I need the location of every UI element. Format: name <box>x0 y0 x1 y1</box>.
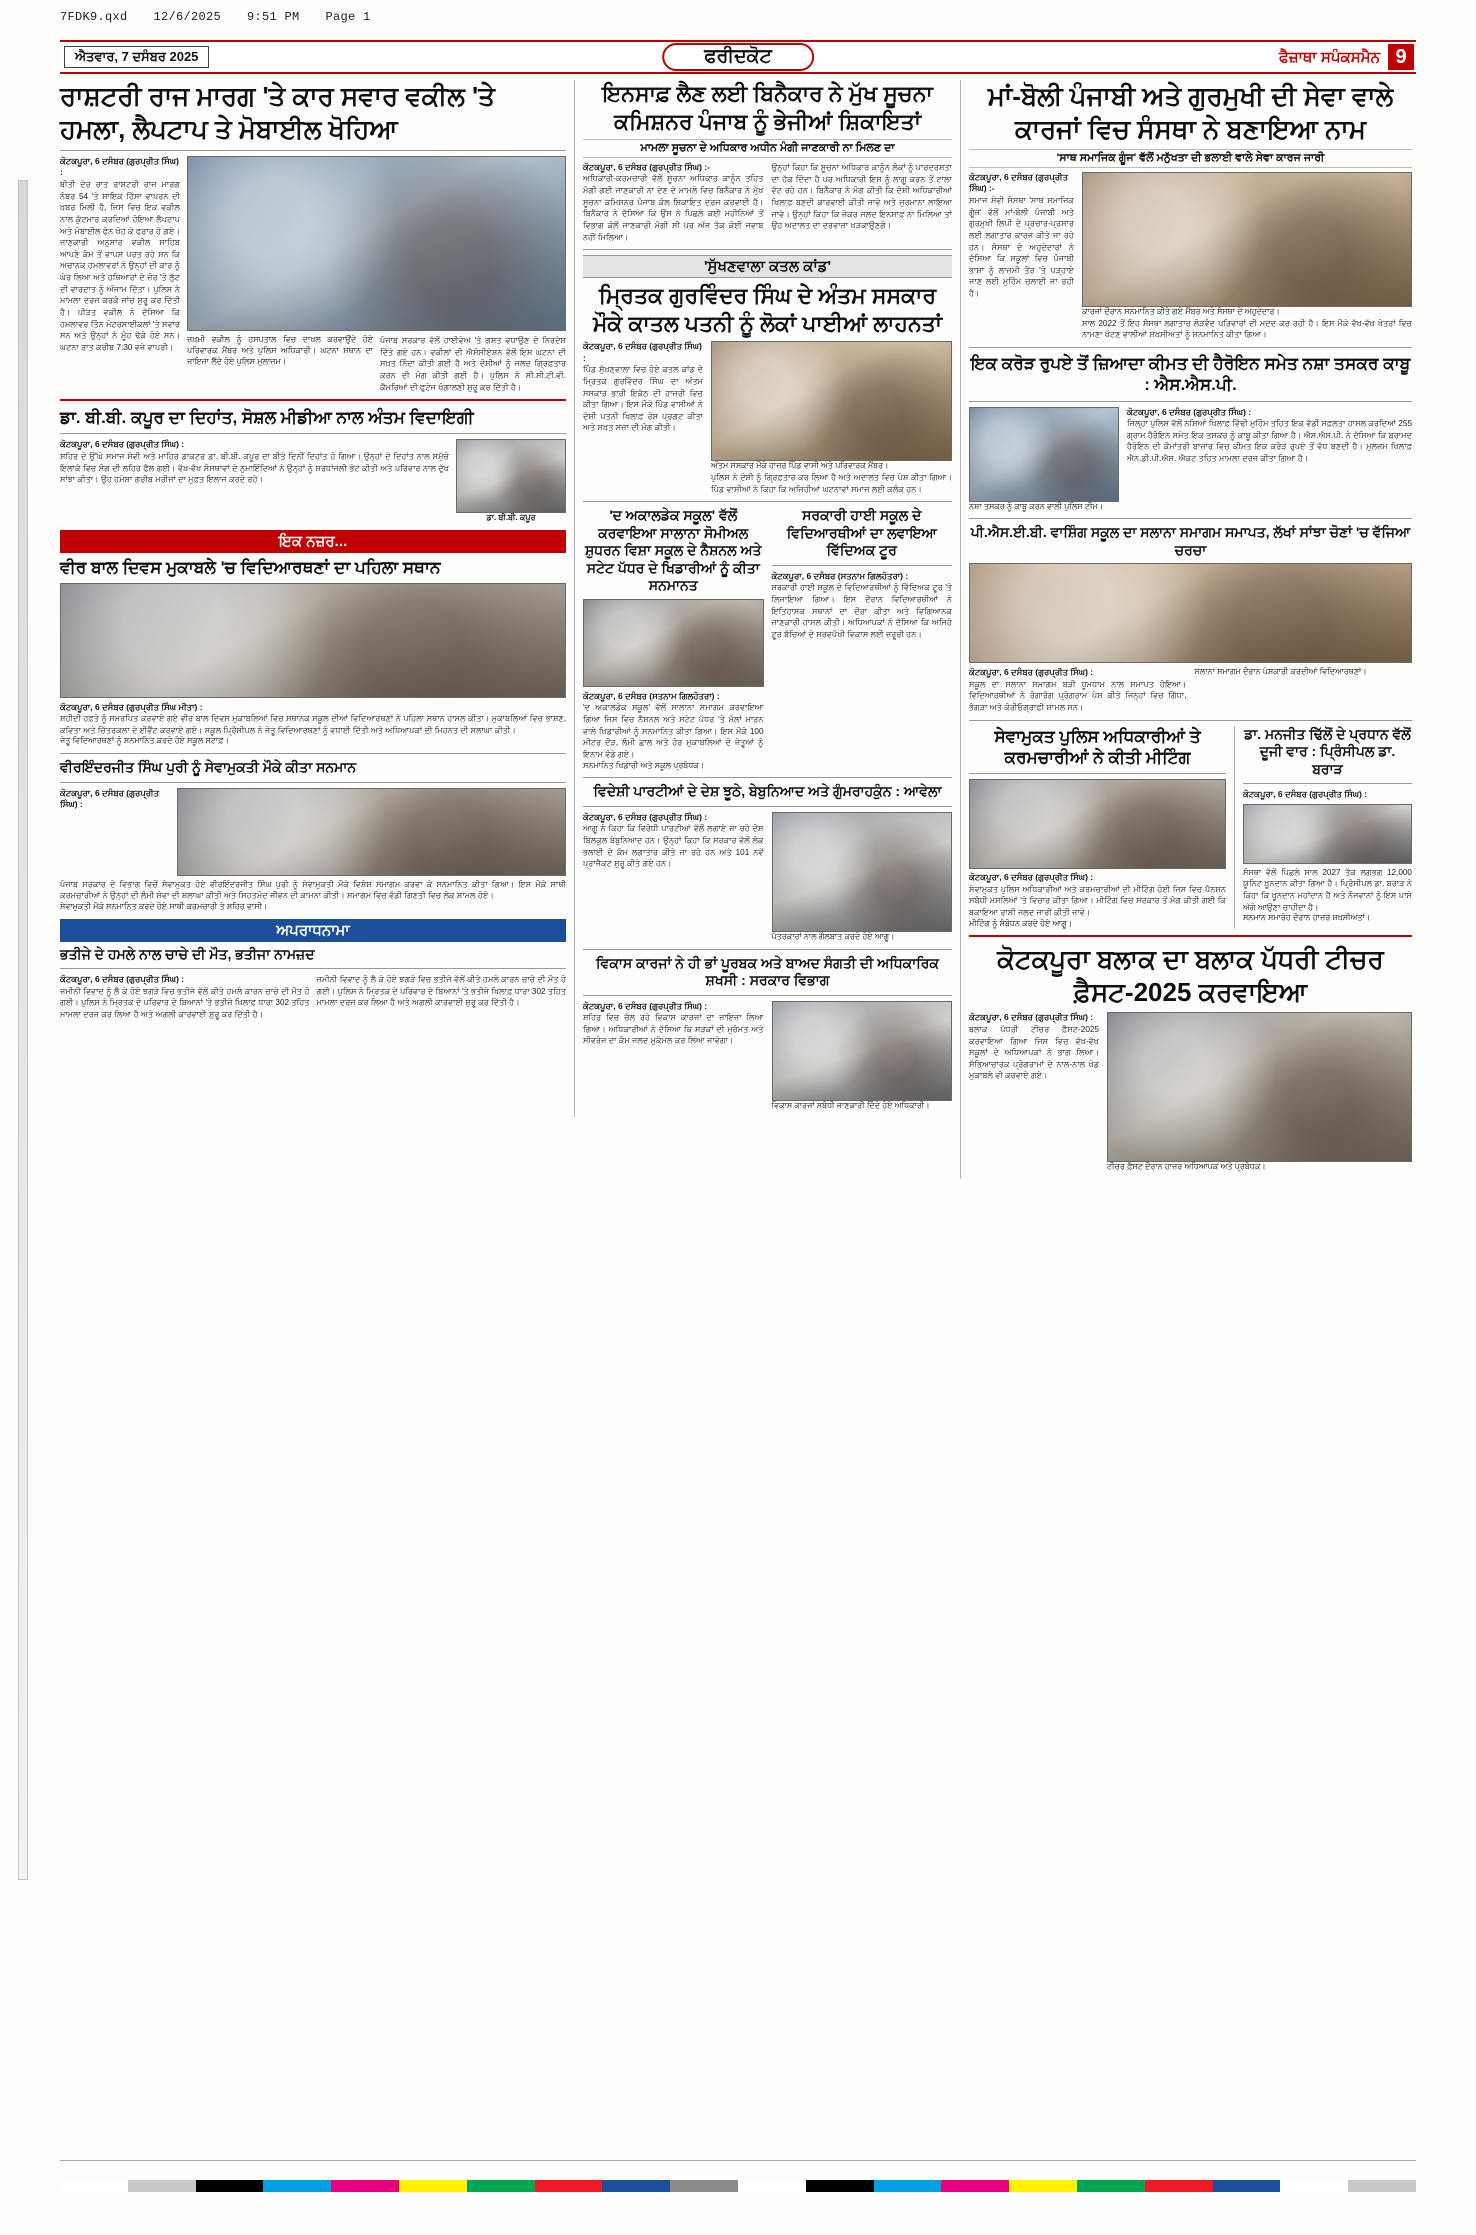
masthead-title: ਫਰੀਦਕੋਟ <box>662 43 814 71</box>
article-awareness-school <box>583 507 952 771</box>
headline-insaf-lane: ਇਨਸਾਫ਼ ਲੈਣ ਲਈ ਬਿਨੈਕਾਰ ਨੇ ਮੁੱਖ ਸੂਚਨਾ ਕਮਿਸ਼ਨਰ ਪੰਜਾਬ ਨੂੰ ਭੇਜੀਆਂ ਸ਼ਿਕਾਇਤਾਂ <box>602 81 933 134</box>
slug-page: Page 1 <box>325 10 371 24</box>
article-dr-manjit <box>1234 726 1412 930</box>
footer-rule <box>60 2160 1416 2161</box>
body-punjabi-seva: ਸਮਾਜ ਸੇਵੀ ਸੰਸਥਾ 'ਸਾਥ ਸਮਾਜਿਕ ਗੂੰਜ' ਵੱਲੋਂ ਮਾਂ-ਬੋਲੀ ਪੰਜਾਬੀ ਅਤੇ ਗੁਰਮੁਖੀ ਲਿਪੀ ਦੇ ਪ੍ਰਚਾਰ-ਪ੍ਰਸਾਰ ਲਈ ਲਗਾਤਾਰ ਕਾਰਜ ਕੀਤੇ ਜਾ ਰਹੇ ਹਨ। ਸੰਸਥਾ ਦੇ ਅਹੁਦੇਦਾਰਾਂ ਨੇ ਦੱਸਿਆ ਕਿ ਸਕੂਲਾਂ ਵਿਚ ਪੰਜਾਬੀ ਭਾਸ਼ਾ ਨੂੰ ਲਾਜ਼ਮੀ ਤੌਰ 'ਤੇ ਪੜ੍ਹਾਏ ਜਾਣ ਲਈ ਮੁਹਿੰਮ ਚਲਾਈ ਜਾ ਰਹੀ ਹੈ। <box>969 195 1074 299</box>
photo-dr-manjit <box>1243 804 1412 864</box>
body-videshi: ਆਗੂ ਨੇ ਕਿਹਾ ਕਿ ਵਿਰੋਧੀ ਪਾਰਟੀਆਂ ਵੱਲੋਂ ਲਗਾਏ ਜਾ ਰਹੇ ਦੋਸ਼ ਬਿਲਕੁਲ ਬੇਬੁਨਿਆਦ ਹਨ। ਉਨ੍ਹਾਂ ਕਿਹਾ ਕਿ ਸਰਕਾਰ ਵੱਲੋਂ ਲੋਕ ਭਲਾਈ ਦੇ ਕੰਮ ਲਗਾਤਾਰ ਕੀਤੇ ਜਾ ਰਹੇ ਹਨ ਅਤੇ 101 ਨਵੇਂ ਪ੍ਰਾਜੈਕਟ ਸ਼ੁਰੂ ਕੀਤੇ ਗਏ ਹਨ। <box>583 824 764 869</box>
headline-sukhanwala: ਮ੍ਰਿਤਕ ਗੁਰਵਿੰਦਰ ਸਿੰਘ ਦੇ ਅੰਤਮ ਸਸਕਾਰ ਮੌਕੇ ਕਾਤਲ ਪਤਨੀ ਨੂੰ ਲੋਕਾਂ ਪਾਈਆਂ ਲਾਹਨਤਾਂ <box>592 283 943 336</box>
body-sarkari-school: ਸਰਕਾਰੀ ਹਾਈ ਸਕੂਲ ਦੇ ਵਿਦਿਆਰਥੀਆਂ ਨੂੰ ਵਿੱਦਿਅਕ ਟੂਰ 'ਤੇ ਲਿਜਾਇਆ ਗਿਆ। ਇਸ ਦੌਰਾਨ ਵਿਦਿਆਰਥੀਆਂ ਨੇ ਇਤਿਹਾਸਕ ਸਥਾਨਾਂ ਦਾ ਦੌਰਾ ਕੀਤਾ ਅਤੇ ਵਿਗਿਆਨਕ ਜਾਣਕਾਰੀ ਹਾਸਲ ਕੀਤੀ। ਅਧਿਆਪਕਾਂ ਨੇ ਦੱਸਿਆ ਕਿ ਅਜਿਹੇ ਟੂਰ ਬੱਚਿਆਂ ਦੇ ਸਰਵਪੱਖੀ ਵਿਕਾਸ ਲਈ ਜ਼ਰੂਰੀ ਹਨ। <box>771 583 952 639</box>
byline-retired-police: ਕੋਟਕਪੂਰਾ, 6 ਦਸੰਬਰ (ਗੁਰਪ੍ਰੀਤ ਸਿੰਘ) : <box>969 872 1094 883</box>
byline-videshi: ਕੋਟਕਪੂਰਾ, 6 ਦਸੰਬਰ (ਗੁਰਪ੍ਰੀਤ ਸਿੰਘ) : <box>583 811 708 822</box>
body-insaf-lane-1: ਅਧਿਕਾਰੀ-ਕਰਮਚਾਰੀ ਵੱਲੋਂ ਸੂਚਨਾ ਅਧਿਕਾਰ ਕਾਨੂੰਨ ਤਹਿਤ ਮੰਗੀ ਗਈ ਜਾਣਕਾਰੀ ਨਾ ਦੇਣ ਦੇ ਮਾਮਲੇ ਵਿਚ ਬਿਨੈਕਾਰ ਨੇ ਮੁੱਖ ਸੂਚਨਾ ਕਮਿਸ਼ਨਰ ਪੰਜਾਬ ਕੋਲ ਸ਼ਿਕਾਇਤ ਦਰਜ ਕਰਵਾਈ ਹੈ। ਬਿਨੈਕਾਰ ਨੇ ਦੱਸਿਆ ਕਿ ਉਸ ਨੇ ਪਿਛਲੇ ਕਈ ਮਹੀਨਿਆਂ ਤੋਂ ਵਿਭਾਗ ਕੋਲੋਂ ਜਾਣਕਾਰੀ ਮੰਗੀ ਸੀ ਪਰ ਅੱਜ ਤੱਕ ਕੋਈ ਜਵਾਬ ਨਹੀਂ ਮਿਲਿਆ। <box>583 174 764 242</box>
headline-retired-police: ਸੇਵਾਮੁਕਤ ਪੁਲਿਸ ਅਧਿਕਾਰੀਆਂ ਤੇ ਕਰਮਚਾਰੀਆਂ ਨੇ ਕੀਤੀ ਮੀਟਿੰਗ <box>994 726 1201 768</box>
caption-lawyer-attack: ਜ਼ਖ਼ਮੀ ਵਕੀਲ ਨੂੰ ਹਸਪਤਾਲ ਵਿਚ ਦਾਖਲ ਕਰਵਾਉਂਦੇ ਹੋਏ ਪਰਿਵਾਰਕ ਮੈਂਬਰ ਅਤੇ ਪੁਲਿਸ ਅਧਿਕਾਰੀ। ਘਟਨਾ ਸਥਾਨ ਦਾ ਜਾਇਜ਼ਾ ਲੈਂਦੇ ਹੋਏ ਪੁਲਿਸ ਮੁਲਾਜ਼ਮ। <box>187 335 373 366</box>
subhead-punjabi-seva: 'ਸਾਥ ਸਮਾਜਿਕ ਗੂੰਜ' ਵੱਲੋਂ ਮਨੁੱਖਤਾ ਦੀ ਭਲਾਈ ਵਾਲੇ ਸੇਵਾ ਕਾਰਜ ਜਾਰੀ <box>969 149 1412 168</box>
caption-ek-karor: ਨਸ਼ਾ ਤਸਕਰ ਨੂੰ ਕਾਬੂ ਕਰਨ ਵਾਲੀ ਪੁਲਿਸ ਟੀਮ। <box>969 501 1104 511</box>
column-left <box>60 80 566 1027</box>
photo-pi-school <box>969 563 1412 663</box>
colorbar-swatch <box>331 2180 399 2192</box>
body-ik-nazar: ਸ਼ਹੀਦੀ ਹਫ਼ਤੇ ਨੂੰ ਸਮਰਪਿਤ ਕਰਵਾਏ ਗਏ ਵੀਰ ਬਾਲ ਦਿਵਸ ਮੁਕਾਬਲਿਆਂ ਵਿਚ ਸਥਾਨਕ ਸਕੂਲ ਦੀਆਂ ਵਿਦਿਆਰਥਣਾਂ ਨੇ ਪਹਿਲਾ ਸਥਾਨ ਹਾਸਲ ਕੀਤਾ। ਮੁਕਾਬਲਿਆਂ ਵਿਚ ਭਾਸ਼ਣ, ਕਵਿਤਾ ਅਤੇ ਚਿੱਤਰਕਲਾ ਦੇ ਈਵੈਂਟ ਕਰਵਾਏ ਗਏ। ਸਕੂਲ ਪ੍ਰਿੰਸੀਪਲ ਨੇ ਜੇਤੂ ਵਿਦਿਆਰਥਣਾਂ ਨੂੰ ਵਧਾਈ ਦਿੱਤੀ ਅਤੇ ਅਧਿਆਪਕਾਂ ਦੀ ਮਿਹਨਤ ਦੀ ਸ਼ਲਾਘਾ ਕੀਤੀ। <box>60 713 566 735</box>
print-slug <box>60 6 760 28</box>
slug-file: 7FDK9.qxd <box>60 10 128 24</box>
headline-veerinderjit: ਵੀਰਇੰਦਰਜੀਤ ਸਿੰਘ ਪੁਰੀ ਨੂੰ ਸੇਵਾਮੁਕਤੀ ਮੌਕੇ ਕੀਤਾ ਸਨਮਾਨ <box>60 759 357 776</box>
article-apradhnama <box>60 919 566 1021</box>
body-veerinderjit: ਪੰਜਾਬ ਸਰਕਾਰ ਦੇ ਵਿਭਾਗ ਵਿਚੋਂ ਸੇਵਾਮੁਕਤ ਹੋਏ ਵੀਰਇੰਦਰਜੀਤ ਸਿੰਘ ਪੁਰੀ ਨੂੰ ਸੇਵਾਮੁਕਤੀ ਮੌਕੇ ਵਿਸ਼ੇਸ਼ ਸਮਾਗਮ ਕਰਵਾ ਕੇ ਸਨਮਾਨਿਤ ਕੀਤਾ ਗਿਆ। ਇਸ ਮੌਕੇ ਸਾਥੀ ਕਰਮਚਾਰੀਆਂ ਨੇ ਉਨ੍ਹਾਂ ਦੀ ਲੰਮੀ ਸੇਵਾ ਦੀ ਸ਼ਲਾਘਾ ਕੀਤੀ ਅਤੇ ਸਿਹਤਮੰਦ ਜੀਵਨ ਦੀ ਕਾਮਨਾ ਕੀਤੀ। ਸਮਾਗਮ ਵਿਚ ਵੱਡੀ ਗਿਣਤੀ ਵਿਚ ਲੋਕ ਸ਼ਾਮਲ ਹੋਏ। <box>60 879 566 901</box>
article-pi-school <box>969 524 1412 713</box>
headline-videshi: ਵਿਦੇਸ਼ੀ ਪਾਰਟੀਆਂ ਦੇ ਦੇਸ਼ ਝੂਠੇ, ਬੇਬੁਨਿਆਦ ਅਤੇ ਗੁੰਮਰਾਹਕੁੰਨ : ਆਵੇਲਾ <box>593 783 942 800</box>
section-bar-sukhanwala: 'ਸੁੱਖਣਵਾਲਾ ਕਤਲ ਕਾਂਡ' <box>583 255 952 278</box>
section-bar-apradhnama: ਅਪਰਾਧਨਾਮਾ <box>60 919 566 942</box>
article-ek-karor <box>969 353 1412 512</box>
body-apradhnama: ਜ਼ਮੀਨੀ ਵਿਵਾਦ ਨੂੰ ਲੈ ਕੇ ਹੋਏ ਝਗੜੇ ਵਿਚ ਭਤੀਜੇ ਵੱਲੋਂ ਕੀਤੇ ਹਮਲੇ ਕਾਰਨ ਚਾਚੇ ਦੀ ਮੌਤ ਹੋ ਗਈ। ਪੁਲਿਸ ਨੇ ਮ੍ਰਿਤਕ ਦੇ ਪਰਿਵਾਰ ਦੇ ਬਿਆਨਾਂ 'ਤੇ ਭਤੀਜੇ ਖਿਲਾਫ਼ ਧਾਰਾ 302 ਤਹਿਤ ਮਾਮਲਾ ਦਰਜ ਕਰ ਲਿਆ ਹੈ ਅਤੇ ਅਗਲੀ ਕਾਰਵਾਈ ਸ਼ੁਰੂ ਕਰ ਦਿੱਤੀ ਹੈ। <box>60 986 310 1019</box>
colorbar-swatch <box>602 2180 670 2192</box>
colorbar-swatch <box>874 2180 942 2192</box>
headline-dr-manjit: ਡਾ. ਮਨਜੀਤ ਢਿੱਲੋਂ ਦੇ ਪ੍ਰਧਾਨ ਵੱਲੋਂ ਦੂਜੀ ਵਾਰ : ਪ੍ਰਿੰਸੀਪਲ ਡਾ. ਬਰਾੜ <box>1244 725 1411 777</box>
colorbar-swatch <box>535 2180 603 2192</box>
article-lawyer-attack <box>60 80 566 393</box>
byline-apradhnama: ਕੋਟਕਪੂਰਾ, 6 ਦਸੰਬਰ (ਗੁਰਪ੍ਰੀਤ ਸਿੰਘ) : <box>60 974 185 985</box>
byline-veerinderjit: ਕੋਟਕਪੂਰਾ, 6 ਦਸੰਬਰ (ਗੁਰਪ੍ਰੀਤ ਸਿੰਘ) : <box>60 787 160 810</box>
photo-hospital <box>187 156 566 331</box>
body-sukhanwala-1: ਪਿੰਡ ਸੁੱਖਣਵਾਲਾ ਵਿਚ ਹੋਏ ਕਤਲ ਕਾਂਡ ਦੇ ਮ੍ਰਿਤਕ ਗੁਰਵਿੰਦਰ ਸਿੰਘ ਦਾ ਅੰਤਮ ਸਸਕਾਰ ਭਾਰੀ ਇਕੱਠ ਦੀ ਹਾਜ਼ਰੀ ਵਿਚ ਕੀਤਾ ਗਿਆ। ਇਸ ਮੌਕੇ ਪਿੰਡ ਵਾਸੀਆਂ ਨੇ ਦੋਸ਼ੀ ਪਤਨੀ ਖਿਲਾਫ਼ ਰੋਸ ਪ੍ਰਗਟ ਕੀਤਾ ਅਤੇ ਸਖ਼ਤ ਸਜ਼ਾ ਦੀ ਮੰਗ ਕੀਤੀ। <box>583 365 703 433</box>
column-middle <box>574 80 952 1117</box>
headline-vikas-sabha: ਵਿਕਾਸ ਕਾਰਜਾਂ ਨੇ ਹੀ ਭਾਂ ਪੂਰਬਕ ਅਤੇ ਬਾਅਦ ਸੰਗਤੀ ਦੀ ਅਧਿਕਾਰਿਕ ਸ਼ਖਸੀ : ਸਰਕਾਰ ਵਿਭਾਗ <box>596 954 939 989</box>
body-sukhanwala-2: ਪੁਲਿਸ ਨੇ ਦੋਸ਼ੀ ਨੂੰ ਗ੍ਰਿਫ਼ਤਾਰ ਕਰ ਲਿਆ ਹੈ ਅਤੇ ਅਦਾਲਤ ਵਿਚ ਪੇਸ਼ ਕੀਤਾ ਗਿਆ। ਪਿੰਡ ਵਾਸੀਆਂ ਨੇ ਕਿਹਾ ਕਿ ਅਜਿਹੀਆਂ ਘਟਨਾਵਾਂ ਸਮਾਜ ਲਈ ਕਲੰਕ ਹਨ। <box>711 473 952 494</box>
body-ek-karor: ਜ਼ਿਲ੍ਹਾ ਪੁਲਿਸ ਵੱਲੋਂ ਨਸ਼ਿਆਂ ਖਿਲਾਫ਼ ਵਿੱਢੀ ਮੁਹਿੰਮ ਤਹਿਤ ਇਕ ਵੱਡੀ ਸਫ਼ਲਤਾ ਹਾਸਲ ਕਰਦਿਆਂ 255 ਗ੍ਰਾਮ ਹੈਰੋਇਨ ਸਮੇਤ ਇਕ ਤਸਕਰ ਨੂੰ ਕਾਬੂ ਕੀਤਾ ਗਿਆ ਹੈ। ਐਸ.ਐਸ.ਪੀ. ਨੇ ਦੱਸਿਆ ਕਿ ਬਰਾਮਦ ਹੈਰੋਇਨ ਦੀ ਕੌਮਾਂਤਰੀ ਬਾਜ਼ਾਰ ਵਿਚ ਕੀਮਤ ਇਕ ਕਰੋੜ ਰੁਪਏ ਤੋਂ ਵੱਧ ਬਣਦੀ ਹੈ। ਮੁਲਜ਼ਮ ਖਿਲਾਫ਼ ਐਨ.ਡੀ.ਪੀ.ਐਸ. ਐਕਟ ਤਹਿਤ ਮਾਮਲਾ ਦਰਜ ਕੀਤਾ ਗਿਆ ਹੈ। <box>1127 419 1412 463</box>
colorbar-swatch <box>1009 2180 1077 2192</box>
article-vikas-sabha <box>583 955 952 1112</box>
body-dr-bb-kapoor: ਸ਼ਹਿਰ ਦੇ ਉੱਘੇ ਸਮਾਜ ਸੇਵੀ ਅਤੇ ਮਾਹਿਰ ਡਾਕਟਰ ਡਾ. ਬੀ.ਬੀ. ਕਪੂਰ ਦਾ ਬੀਤੇ ਦਿਨੀਂ ਦਿਹਾਂਤ ਹੋ ਗਿਆ। ਉਨ੍ਹਾਂ ਦੇ ਦਿਹਾਂਤ ਨਾਲ ਸਮੁੱਚੇ ਇਲਾਕੇ ਵਿਚ ਸੋਗ ਦੀ ਲਹਿਰ ਫੈਲ ਗਈ। ਵੱਖ-ਵੱਖ ਸੰਸਥਾਵਾਂ ਦੇ ਨੁਮਾਇੰਦਿਆਂ ਨੇ ਉਨ੍ਹਾਂ ਨੂੰ ਸ਼ਰਧਾਂਜਲੀ ਭੇਟ ਕੀਤੀ ਅਤੇ ਪਰਿਵਾਰ ਨਾਲ ਦੁੱਖ ਸਾਂਝਾ ਕੀਤਾ। ਉਹ ਹਮੇਸ਼ਾ ਗਰੀਬ ਮਰੀਜ਼ਾਂ ਦਾ ਮੁਫ਼ਤ ਇਲਾਜ ਕਰਦੇ ਰਹੇ। <box>60 451 449 485</box>
photo-videshi <box>772 812 953 932</box>
colorbar-swatch <box>738 2180 806 2192</box>
colorbar-swatch <box>1213 2180 1281 2192</box>
headline-dr-bb-kapoor: ਡਾ. ਬੀ.ਬੀ. ਕਪੂਰ ਦਾ ਦਿਹਾਂਤ, ਸੋਸ਼ਲ ਮੀਡੀਆ ਨਾਲ ਅੰਤਮ ਵਿਦਾਇਗੀ <box>60 408 474 428</box>
colorbar-swatch <box>60 2180 128 2192</box>
article-kotkapura-block <box>969 943 1412 1173</box>
caption-dr-manjit: ਸਨਮਾਨ ਸਮਾਰੋਹ ਦੌਰਾਨ ਹਾਜ਼ਰ ਸ਼ਖ਼ਸੀਅਤਾਂ। <box>1242 913 1371 923</box>
photo-ek-karor <box>969 407 1119 502</box>
column-right <box>960 80 1412 1179</box>
slug-time: 9:51 PM <box>247 10 300 24</box>
byline-punjabi-seva: ਕੋਟਕਪੂਰਾ, 6 ਦਸੰਬਰ (ਗੁਰਪ੍ਰੀਤ ਸਿੰਘ) :- <box>969 172 1069 194</box>
photo-dr-bb-kapoor <box>456 439 566 513</box>
colorbar-swatch <box>196 2180 264 2192</box>
colorbar-swatch <box>128 2180 196 2192</box>
colorbar-swatch <box>941 2180 1009 2192</box>
colorbar-swatch <box>670 2180 738 2192</box>
body-vikas-sabha: ਸ਼ਹਿਰ ਵਿਚ ਚੱਲ ਰਹੇ ਵਿਕਾਸ ਕਾਰਜਾਂ ਦਾ ਜਾਇਜ਼ਾ ਲਿਆ ਗਿਆ। ਅਧਿਕਾਰੀਆਂ ਨੇ ਦੱਸਿਆ ਕਿ ਸੜਕਾਂ ਦੀ ਮੁਰੰਮਤ ਅਤੇ ਸੀਵਰੇਜ ਦਾ ਕੰਮ ਜਲਦ ਮੁਕੰਮਲ ਕਰ ਲਿਆ ਜਾਵੇਗਾ। <box>583 1013 764 1046</box>
article-punjabi-seva <box>969 80 1412 341</box>
caption-ik-nazar: ਜੇਤੂ ਵਿਦਿਆਰਥਣਾਂ ਨੂੰ ਸਨਮਾਨਿਤ ਕਰਦੇ ਹੋਏ ਸਕੂਲ ਸਟਾਫ਼। <box>60 736 229 746</box>
body-retired-police: ਸੇਵਾਮੁਕਤ ਪੁਲਿਸ ਅਧਿਕਾਰੀਆਂ ਅਤੇ ਕਰਮਚਾਰੀਆਂ ਦੀ ਮੀਟਿੰਗ ਹੋਈ ਜਿਸ ਵਿਚ ਪੈਨਸ਼ਨ ਸਬੰਧੀ ਮਸਲਿਆਂ 'ਤੇ ਵਿਚਾਰ ਕੀਤਾ ਗਿਆ। ਮੀਟਿੰਗ ਵਿਚ ਸਰਕਾਰ ਤੋਂ ਮੰਗ ਕੀਤੀ ਗਈ ਕਿ ਬਕਾਇਆ ਰਾਸ਼ੀ ਜਲਦ ਜਾਰੀ ਕੀਤੀ ਜਾਵੇ। <box>969 884 1226 918</box>
byline-ik-nazar: ਕੋਟਕਪੂਰਾ, 6 ਦਸੰਬਰ (ਗੁਰਪ੍ਰੀਤ ਸਿੰਘ ਮੀਤਾ) : <box>60 701 203 712</box>
slug-date: 12/6/2025 <box>153 10 222 24</box>
headline-sarkari-school: ਸਰਕਾਰੀ ਹਾਈ ਸਕੂਲ ਦੇ ਵਿਦਿਆਰਥੀਆਂ ਦਾ ਲਵਾਇਆ ਵਿੱਦਿਅਕ ਟੂਰ <box>786 507 937 559</box>
photo-ik-nazar <box>60 583 566 698</box>
body-dr-manjit: ਸੰਸਥਾ ਵੱਲੋਂ ਪਿਛਲੇ ਸਾਲ 2027 ਤੱਕ ਲਗਭਗ 12,000 ਯੂਨਿਟ ਖ਼ੂਨਦਾਨ ਕੀਤਾ ਗਿਆ ਹੈ। ਪ੍ਰਿੰਸੀਪਲ ਡਾ. ਬਰਾੜ ਨੇ ਕਿਹਾ ਕਿ ਖ਼ੂਨਦਾਨ ਮਹਾਂਦਾਨ ਹੈ ਅਤੇ ਨੌਜਵਾਨਾਂ ਨੂੰ ਇਸ ਪਾਸੇ ਅੱਗੇ ਆਉਣਾ ਚਾਹੀਦਾ ਹੈ। <box>1242 867 1412 912</box>
byline-dr-manjit: ਕੋਟਕਪੂਰਾ, 6 ਦਸੰਬਰ (ਗੁਰਪ੍ਰੀਤ ਸਿੰਘ) : <box>1242 789 1368 800</box>
body2-lawyer-attack: ਪੰਜਾਬ ਸਰਕਾਰ ਵੱਲੋਂ ਹਾਈਵੇਅ 'ਤੇ ਗਸ਼ਤ ਵਧਾਉਣ ਦੇ ਨਿਰਦੇਸ਼ ਦਿੱਤੇ ਗਏ ਹਨ। ਵਕੀਲਾਂ ਦੀ ਐਸੋਸੀਏਸ਼ਨ ਵੱਲੋਂ ਇਸ ਘਟਨਾ ਦੀ ਸਖ਼ਤ ਨਿੰਦਾ ਕੀਤੀ ਗਈ ਹੈ ਅਤੇ ਦੋਸ਼ੀਆਂ ਨੂੰ ਜਲਦ ਗ੍ਰਿਫ਼ਤਾਰ ਕਰਨ ਦੀ ਮੰਗ ਕੀਤੀ ਗਈ ਹੈ। ਪੁਲਿਸ ਨੇ ਸੀ.ਸੀ.ਟੀ.ਵੀ. ਕੈਮਰਿਆਂ ਦੀ ਫੁਟੇਜ ਖੰਗਾਲਣੀ ਸ਼ੁਰੂ ਕਰ ਦਿੱਤੀ ਹੈ। <box>380 336 566 392</box>
colorbar-swatch <box>263 2180 331 2192</box>
print-colorbar <box>60 2180 1416 2192</box>
caption-pi-school: ਸਲਾਨਾ ਸਮਾਗਮ ਦੌਰਾਨ ਪੇਸ਼ਕਾਰੀ ਕਰਦੀਆਂ ਵਿਦਿਆਰਥਣਾਂ। <box>1194 667 1367 677</box>
byline-ek-karor: ਕੋਟਕਪੂਰਾ, 6 ਦਸੰਬਰ (ਗੁਰਪ੍ਰੀਤ ਸਿੰਘ) : <box>1127 406 1252 417</box>
masthead-edition: ਫੈਜ਼ਾਥਾ ਸਪੰਕਸਮੈਨ <box>1279 48 1380 66</box>
article-ik-nazar <box>60 530 566 747</box>
photo-awareness-school <box>583 599 764 687</box>
article-retired-police <box>969 726 1226 930</box>
page-edge-strip <box>18 180 28 1880</box>
photo-veerinderjit <box>177 788 566 876</box>
colorbar-swatch <box>1145 2180 1213 2192</box>
colorbar-swatch <box>1077 2180 1145 2192</box>
caption-veerinderjit: ਸੇਵਾਮੁਕਤੀ ਮੌਕੇ ਸਨਮਾਨਿਤ ਕਰਦੇ ਹੋਏ ਸਾਥੀ ਕਰਮਚਾਰੀ ਤੇ ਸ਼ਹਿਰ ਵਾਸੀ। <box>60 901 268 911</box>
byline-pi-school: ਕੋਟਕਪੂਰਾ, 6 ਦਸੰਬਰ (ਗੁਰਪ੍ਰੀਤ ਸਿੰਘ) : <box>969 667 1094 678</box>
photo-kotkapura-block <box>1107 1012 1412 1162</box>
body-awareness-school: 'ਦ ਅਕਾਲਡੇਕ ਸਕੂਲ' ਵੱਲੋਂ ਸਾਲਾਨਾ ਸਮਾਗਮ ਕਰਵਾਇਆ ਗਿਆ ਜਿਸ ਵਿਚ ਨੈਸ਼ਨਲ ਅਤੇ ਸਟੇਟ ਪੱਧਰ 'ਤੇ ਮੱਲਾਂ ਮਾਰਨ ਵਾਲੇ ਖਿਡਾਰੀਆਂ ਨੂੰ ਸਨਮਾਨਿਤ ਕੀਤਾ ਗਿਆ। ਇਸ ਮੌਕੇ 100 ਮੀਟਰ ਦੌੜ, ਲੰਮੀ ਛਾਲ ਅਤੇ ਹੋਰ ਮੁਕਾਬਲਿਆਂ ਦੇ ਜੇਤੂਆਂ ਨੂੰ ਇਨਾਮ ਵੰਡੇ ਗਏ। <box>583 703 764 759</box>
caption-vikas-sabha: ਵਿਕਾਸ ਕਾਰਜਾਂ ਸਬੰਧੀ ਜਾਣਕਾਰੀ ਦਿੰਦੇ ਹੋਏ ਅਧਿਕਾਰੀ। <box>771 1100 930 1110</box>
article-videshi <box>583 783 952 942</box>
headline-lawyer-attack: ਰਾਸ਼ਟਰੀ ਰਾਜ ਮਾਰਗ 'ਤੇ ਕਾਰ ਸਵਾਰ ਵਕੀਲ 'ਤੇ ਹਮਲਾ, ਲੈਪਟਾਪ ਤੇ ਮੋਬਾਈਲ ਖੋਹਿਆ <box>60 81 495 144</box>
caption-punjabi-seva: ਕਾਰਜਾਂ ਦੌਰਾਨ ਸਨਮਾਨਿਤ ਕੀਤੇ ਗਏ ਮੈਂਬਰ ਅਤੇ ਸੰਸਥਾ ਦੇ ਅਹੁਦੇਦਾਰ। <box>1082 307 1280 316</box>
photo-retired-police <box>969 779 1226 869</box>
colorbar-swatch <box>467 2180 535 2192</box>
section-bar-ik-nazar: ਇਕ ਨਜ਼ਰ... <box>60 530 566 553</box>
article-insaf-lane <box>583 80 952 243</box>
article-sukhanwala <box>583 255 952 495</box>
body-insaf-lane-2: ਉਨ੍ਹਾਂ ਕਿਹਾ ਕਿ ਸੂਚਨਾ ਅਧਿਕਾਰ ਕਾਨੂੰਨ ਲੋਕਾਂ ਨੂੰ ਪਾਰਦਰਸ਼ਤਾ ਦਾ ਹੱਕ ਦਿੰਦਾ ਹੈ ਪਰ ਅਧਿਕਾਰੀ ਇਸ ਨੂੰ ਲਾਗੂ ਕਰਨ ਤੋਂ ਟਾਲਾ ਵੱਟ ਰਹੇ ਹਨ। ਬਿਨੈਕਾਰ ਨੇ ਮੰਗ ਕੀਤੀ ਕਿ ਦੋਸ਼ੀ ਅਧਿਕਾਰੀਆਂ ਖਿਲਾਫ਼ ਬਣਦੀ ਕਾਰਵਾਈ ਕੀਤੀ ਜਾਵੇ ਅਤੇ ਜੁਰਮਾਨਾ ਲਾਇਆ ਜਾਵੇ। ਉਨ੍ਹਾਂ ਕਿਹਾ ਕਿ ਜੇਕਰ ਜਲਦ ਇਨਸਾਫ਼ ਨਾ ਮਿਲਿਆ ਤਾਂ ਉਹ ਅਦਾਲਤ ਦਾ ਦਰਵਾਜ਼ਾ ਖੜਕਾਉਣਗੇ। <box>771 163 952 231</box>
body-kotkapura-block: ਬਲਾਕ ਪੱਧਰੀ ਟੀਚਰ ਫ਼ੈਸਟ-2025 ਕਰਵਾਇਆ ਗਿਆ ਜਿਸ ਵਿਚ ਵੱਖ-ਵੱਖ ਸਕੂਲਾਂ ਦੇ ਅਧਿਆਪਕਾਂ ਨੇ ਭਾਗ ਲਿਆ। ਸੱਭਿਆਚਾਰਕ ਪ੍ਰੋਗਰਾਮਾਂ ਦੇ ਨਾਲ-ਨਾਲ ਖੇਡ ਮੁਕਾਬਲੇ ਵੀ ਕਰਵਾਏ ਗਏ। <box>969 1024 1099 1081</box>
colorbar-swatch <box>399 2180 467 2192</box>
colorbar-swatch <box>1348 2180 1416 2192</box>
headline-ik-nazar: ਵੀਰ ਬਾਲ ਦਿਵਸ ਮੁਕਾਬਲੇ 'ਚ ਵਿਦਿਆਰਥਣਾਂ ਦਾ ਪਹਿਲਾ ਸਥਾਨ <box>60 558 441 578</box>
photo-sukhanwala <box>711 341 952 461</box>
photo-vikas-sabha <box>772 1001 953 1101</box>
body2-punjabi-seva: ਸਾਲ 2022 ਤੋਂ ਇਹ ਸੰਸਥਾ ਲਗਾਤਾਰ ਲੋੜਵੰਦ ਪਰਿਵਾਰਾਂ ਦੀ ਮਦਦ ਕਰ ਰਹੀ ਹੈ। ਇਸ ਮੌਕੇ ਵੱਖ-ਵੱਖ ਖੇਤਰਾਂ ਵਿਚ ਨਾਮਣਾ ਖੱਟਣ ਵਾਲੀਆਂ ਸ਼ਖ਼ਸੀਅਤਾਂ ਨੂੰ ਸਨਮਾਨਿਤ ਕੀਤਾ ਗਿਆ। <box>1082 318 1412 340</box>
headline-awareness-school: 'ਦ ਅਕਾਲਡੇਕ ਸਕੂਲ' ਵੱਲੋਂ ਕਰਵਾਇਆ ਸਾਲਾਨਾ ਸੋਮੀਅਲ ਸ਼ੁਧਰਨ ਵਿਸ਼ਾ ਸਕੂਲ ਦੇ ਨੈਸ਼ਨਲ ਅਤੇ ਸਟੇਟ ਪੱਧਰ ਦੇ ਖਿਡਾਰੀਆਂ ਨੂੰ ਕੀਤਾ ਸਨਮਾਨਤ <box>584 507 762 594</box>
byline-sarkari-school: ਕੋਟਕਪੂਰਾ, 6 ਦਸੰਬਰ (ਸਤਨਾਮ ਗਿਲਹੋਤਰਾ) : <box>771 570 909 581</box>
caption-dr-bb-kapoor: ਡਾ. ਬੀ.ਬੀ. ਕਪੂਰ <box>486 513 536 523</box>
caption-retired-police: ਮੀਟਿੰਗ ਨੂੰ ਸੰਬੋਧਨ ਕਰਦੇ ਹੋਏ ਆਗੂ। <box>969 918 1073 928</box>
byline-insaf-lane: ਕੋਟਕਪੂਰਾ, 6 ਦਸੰਬਰ (ਗੁਰਪ੍ਰੀਤ ਸਿੰਘ) :- <box>583 162 710 172</box>
colorbar-swatch <box>806 2180 874 2192</box>
caption-videshi: ਪੱਤਰਕਾਰਾਂ ਨਾਲ ਗੱਲਬਾਤ ਕਰਦੇ ਹੋਏ ਆਗੂ। <box>771 931 895 941</box>
headline-pi-school: ਪੀ.ਐਸ.ਈ.ਬੀ. ਵਾਸ਼ਿੰਗ ਸਕੂਲ ਦਾ ਸਲਾਨਾ ਸਮਾਗਮ ਸਮਾਪਤ, ਲੱਖਾਂ ਸਾਂਝਾ ਚੋਣਾਂ 'ਚ ਵੱਜਿਆ ਚਰਚਾ <box>970 524 1411 558</box>
byline-dr-bb-kapoor: ਕੋਟਕਪੂਰਾ, 6 ਦਸੰਬਰ (ਗੁਰਪ੍ਰੀਤ ਸਿੰਘ) : <box>60 439 185 450</box>
caption-awareness-school: ਸਨਮਾਨਿਤ ਖਿਡਾਰੀ ਅਤੇ ਸਕੂਲ ਪ੍ਰਬੰਧਕ। <box>583 760 705 770</box>
body-apradhnama-2: ਜ਼ਮੀਨੀ ਵਿਵਾਦ ਨੂੰ ਲੈ ਕੇ ਹੋਏ ਝਗੜੇ ਵਿਚ ਭਤੀਜੇ ਵੱਲੋਂ ਕੀਤੇ ਹਮਲੇ ਕਾਰਨ ਚਾਚੇ ਦੀ ਮੌਤ ਹੋ ਗਈ। ਪੁਲਿਸ ਨੇ ਮ੍ਰਿਤਕ ਦੇ ਪਰਿਵਾਰ ਦੇ ਬਿਆਨਾਂ 'ਤੇ ਭਤੀਜੇ ਖਿਲਾਫ਼ ਧਾਰਾ 302 ਤਹਿਤ ਮਾਮਲਾ ਦਰਜ ਕਰ ਲਿਆ ਹੈ ਅਤੇ ਅਗਲੀ ਕਾਰਵਾਈ ਸ਼ੁਰੂ ਕਰ ਦਿੱਤੀ ਹੈ। <box>316 975 566 1008</box>
article-dr-bb-kapoor <box>60 407 566 524</box>
page-number: 9 <box>1388 44 1414 70</box>
byline-awareness-school: ਕੋਟਕਪੂਰਾ, 6 ਦਸੰਬਰ (ਸਤਨਾਮ ਗਿਲਹੋਤਰਾ) : <box>583 690 720 701</box>
body-pi-school: ਸਕੂਲ ਦਾ ਸਲਾਨਾ ਸਮਾਗਮ ਬੜੀ ਧੂਮਧਾਮ ਨਾਲ ਸਮਾਪਤ ਹੋਇਆ। ਵਿਦਿਆਰਥੀਆਂ ਨੇ ਰੰਗਾਰੰਗ ਪ੍ਰੋਗਰਾਮ ਪੇਸ਼ ਕੀਤੇ ਜਿਨ੍ਹਾਂ ਵਿਚ ਗਿੱਧਾ, ਭੰਗੜਾ ਅਤੇ ਕੋਰੀਓਗ੍ਰਾਫੀ ਸ਼ਾਮਲ ਸਨ। <box>969 679 1187 713</box>
headline-kotkapura-block: ਕੋਟਕਪੂਰਾ ਬਲਾਕ ਦਾ ਬਲਾਕ ਪੱਧਰੀ ਟੀਚਰ ਫ਼ੈਸਟ-2025 ਕਰਵਾਇਆ <box>997 944 1384 1007</box>
headline-ek-karor: ਇਕ ਕਰੋੜ ਰੁਪਏ ਤੋਂ ਜ਼ਿਆਦਾ ਕੀਮਤ ਦੀ ਹੈਰੋਇਨ ਸਮੇਤ ਨਸ਼ਾ ਤਸਕਰ ਕਾਬੂ : ਐਸ.ਐਸ.ਪੀ. <box>970 354 1411 395</box>
caption-kotkapura-block: ਟੀਚਰ ਫ਼ੈਸਟ ਦੌਰਾਨ ਹਾਜ਼ਰ ਅਧਿਆਪਕ ਅਤੇ ਪ੍ਰਬੰਧਕ। <box>1107 1162 1266 1172</box>
headline-apradhnama: ਭਤੀਜੇ ਦੇ ਹਮਲੇ ਨਾਲ ਚਾਚੇ ਦੀ ਮੌਤ, ਭਤੀਜਾ ਨਾਮਜ਼ਦ <box>60 945 315 962</box>
masthead <box>60 40 1416 74</box>
article-sarkari-school <box>772 507 953 771</box>
colorbar-swatch <box>1280 2180 1348 2192</box>
masthead-date: ਐਤਵਾਰ, 7 ਦਸੰਬਰ 2025 <box>64 46 209 68</box>
byline-sukhanwala: ਕੋਟਕਪੂਰਾ, 6 ਦਸੰਬਰ (ਗੁਰਪ੍ਰੀਤ ਸਿੰਘ) : <box>583 341 702 363</box>
caption-sukhanwala: ਅੰਤਮ ਸਸਕਾਰ ਮੌਕੇ ਹਾਜ਼ਰ ਪਿੰਡ ਵਾਸੀ ਅਤੇ ਪਰਿਵਾਰਕ ਮੈਂਬਰ। <box>711 461 889 471</box>
photo-punjabi-seva <box>1082 172 1412 307</box>
body-lawyer-attack: ਬੀਤੀ ਦੇਰ ਰਾਤ ਰਾਸ਼ਟਰੀ ਰਾਜ ਮਾਰਗ ਨੰਬਰ 54 'ਤੇ ਸਾਇਕ ਹਿੱਸਾ ਵਾਪਰਨ ਦੀ ਖ਼ਬਰ ਮਿਲੀ ਹੈ, ਜਿਸ ਵਿਚ ਇਕ ਵਕੀਲ ਨਾਲ ਕੁੱਟਮਾਰ ਕਰਦਿਆਂ ਹੋਇਆ ਲੈਪਟਾਪ ਅਤੇ ਮੋਬਾਈਲ ਫੋਨ ਖੋਹ ਕੇ ਫਰਾਰ ਹੋ ਗਏ। ਜਾਣਕਾਰੀ ਅਨੁਸਾਰ ਵਕੀਲ ਸਾਹਿਬ ਆਪਣੇ ਕੰਮ ਤੋਂ ਵਾਪਸ ਪਰਤ ਰਹੇ ਸਨ ਕਿ ਅਚਾਨਕ ਹਮਲਾਵਰਾਂ ਨੇ ਉਨ੍ਹਾਂ ਦੀ ਕਾਰ ਨੂੰ ਘੇਰ ਲਿਆ ਅਤੇ ਹਥਿਆਰਾਂ ਦੇ ਜ਼ੋਰ 'ਤੇ ਲੁੱਟ ਦੀ ਵਾਰਦਾਤ ਨੂੰ ਅੰਜਾਮ ਦਿੱਤਾ। ਪੁਲਿਸ ਨੇ ਮਾਮਲਾ ਦਰਜ ਕਰਕੇ ਜਾਂਚ ਸ਼ੁਰੂ ਕਰ ਦਿੱਤੀ ਹੈ। ਪੀੜਤ ਵਕੀਲ ਨੇ ਦੱਸਿਆ ਕਿ ਹਮਲਾਵਰ ਤਿੰਨ ਮੋਟਰਸਾਈਕਲਾਂ 'ਤੇ ਸਵਾਰ ਸਨ ਅਤੇ ਉਨ੍ਹਾਂ ਨੇ ਮੂੰਹ ਢੱਕੇ ਹੋਏ ਸਨ। ਘਟਨਾ ਰਾਤ ਕਰੀਬ 7:30 ਵਜੇ ਵਾਪਰੀ। <box>60 179 180 352</box>
byline-lawyer-attack: ਕੋਟਕਪੂਰਾ, 6 ਦਸੰਬਰ (ਗੁਰਪ੍ਰੀਤ ਸਿੰਘ) : <box>60 156 179 178</box>
page-content <box>60 80 1416 2155</box>
byline-kotkapura-block: ਕੋਟਕਪੂਰਾ, 6 ਦਸੰਬਰ (ਗੁਰਪ੍ਰੀਤ ਸਿੰਘ) : <box>969 1012 1094 1023</box>
byline-vikas-sabha: ਕੋਟਕਪੂਰਾ, 6 ਦਸੰਬਰ (ਗੁਰਪ੍ਰੀਤ ਸਿੰਘ) : <box>583 1000 708 1011</box>
subhead-insaf-lane: ਮਾਮਲਾ ਸੂਚਨਾ ਦੇ ਅਧਿਕਾਰ ਅਧੀਨ ਮੰਗੀ ਜਾਣਕਾਰੀ ਨਾ ਮਿਲਣ ਦਾ <box>583 139 952 158</box>
article-veerinderjit <box>60 759 566 913</box>
headline-punjabi-seva: ਮਾਂ-ਬੋਲੀ ਪੰਜਾਬੀ ਅਤੇ ਗੁਰਮੁਖੀ ਦੀ ਸੇਵਾ ਵਾਲੇ ਕਾਰਜਾਂ ਵਿਚ ਸੰਸਥਾ ਨੇ ਬਣਾਇਆ ਨਾਮ <box>987 81 1394 144</box>
